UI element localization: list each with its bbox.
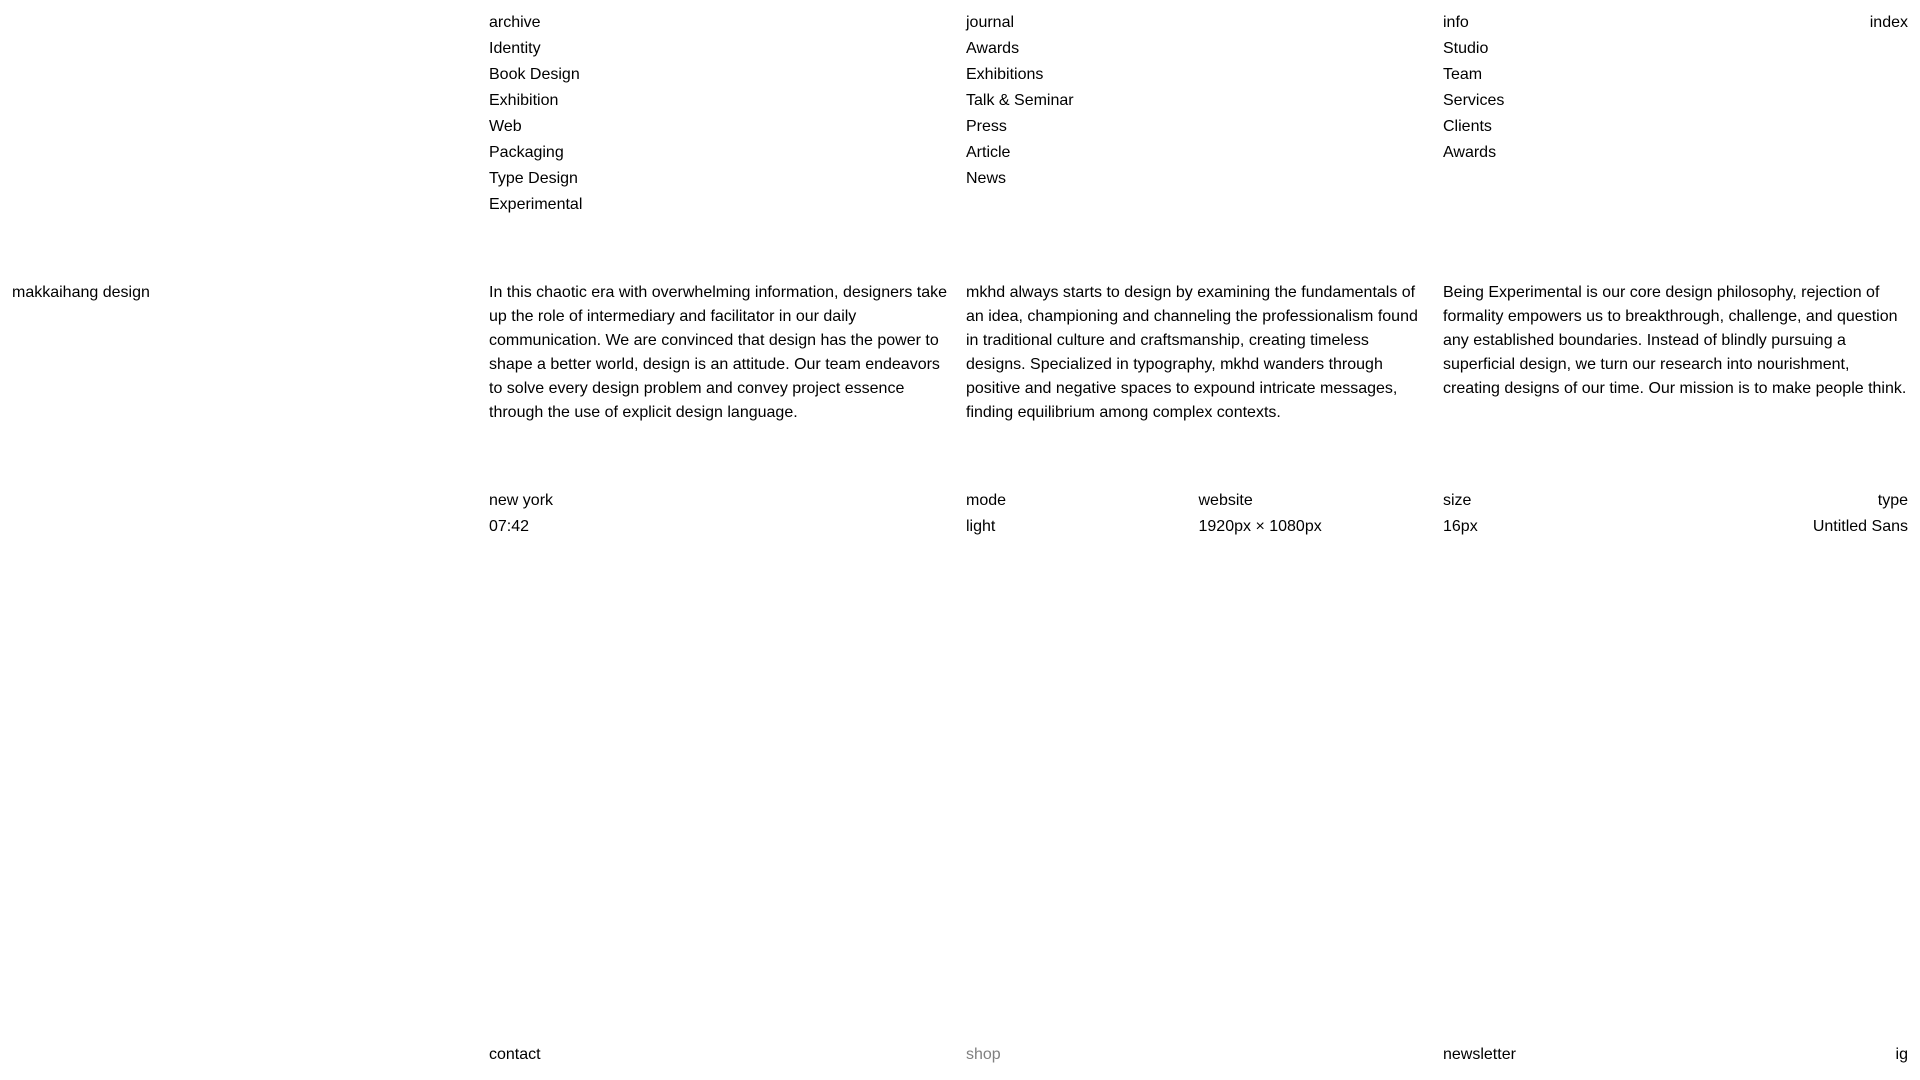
instagram-link[interactable]: ig: [1895, 1046, 1908, 1063]
nav-info-title[interactable]: info: [1443, 14, 1469, 31]
size-value: 16px: [1443, 518, 1478, 535]
nav-journal: [966, 10, 1431, 218]
display-info: [966, 488, 1431, 540]
type-value: Untitled Sans: [1812, 518, 1908, 535]
nav-index[interactable]: index: [1869, 14, 1908, 31]
city-label: new york: [489, 492, 554, 509]
nav-journal-talk-seminar[interactable]: Talk & Seminar: [966, 92, 1074, 109]
shop-link[interactable]: shop: [966, 1046, 1001, 1063]
contact-link[interactable]: contact: [489, 1046, 541, 1063]
newsletter-link[interactable]: newsletter: [1443, 1046, 1516, 1063]
mode-label: mode: [966, 492, 1007, 509]
nav-journal-press[interactable]: Press: [966, 118, 1007, 135]
meta-section: [12, 488, 1908, 540]
about-section: [12, 281, 1908, 425]
nav-archive-title[interactable]: archive: [489, 14, 541, 31]
website-value: 1920px × 1080px: [1198, 518, 1322, 535]
about-paragraph-1: In this chaotic era with overwhelming information, designers take up the role of intermediary and facilitator in our daily communication. We are convinced that design has the power to shape a better world, design is an attitude. Our team endeavors to solve every design problem and convey project essence through the use of explicit design language.: [489, 284, 947, 421]
top-navigation: [12, 10, 1908, 218]
nav-archive-web[interactable]: Web: [489, 118, 522, 135]
nav-journal-awards[interactable]: Awards: [966, 40, 1020, 57]
nav-journal-exhibitions[interactable]: Exhibitions: [966, 66, 1044, 83]
website-label: website: [1198, 492, 1253, 509]
nav-info-services[interactable]: Services: [1443, 92, 1505, 109]
nav-archive-experimental[interactable]: Experimental: [489, 196, 583, 213]
left-spacer: [12, 10, 477, 218]
about-paragraph-2: mkhd always starts to design by examining the fundamentals of an idea, championing and channeling the professionalism found in traditional culture and craftsmanship, creating timeless designs. Specialized in typography, mkhd wanders through positive and negative spaces to expound intricate messages, finding equilibrium among complex contexts.: [966, 284, 1418, 421]
type-info: [1443, 488, 1908, 540]
nav-archive-packaging[interactable]: Packaging: [489, 144, 564, 161]
nav-journal-article[interactable]: Article: [966, 144, 1011, 161]
footer: [12, 1042, 1908, 1068]
nav-archive-exhibition[interactable]: Exhibition: [489, 92, 559, 109]
about-paragraph-3: Being Experimental is our core design philosophy, rejection of formality empowers us to breakthrough, challenge, and question any established boundaries. Instead of blindly pursuing a superficial design, we turn our research into nourishment, creating designs of our time. Our mission is to make people think.: [1443, 284, 1907, 397]
nav-journal-news[interactable]: News: [966, 170, 1007, 187]
nav-info-clients[interactable]: Clients: [1443, 118, 1492, 135]
location-clock: [489, 488, 954, 540]
type-label: type: [1877, 492, 1908, 509]
nav-journal-title[interactable]: journal: [966, 14, 1015, 31]
nav-archive-identity[interactable]: Identity: [489, 40, 541, 57]
nav-archive: [489, 10, 954, 218]
nav-archive-type-design[interactable]: Type Design: [489, 170, 578, 187]
nav-archive-book-design[interactable]: Book Design: [489, 66, 580, 83]
nav-info-awards[interactable]: Awards: [1443, 144, 1497, 161]
nav-info-studio[interactable]: Studio: [1443, 40, 1489, 57]
size-label: size: [1443, 492, 1472, 509]
brand-name[interactable]: makkaihang design: [12, 284, 150, 301]
nav-info-team[interactable]: Team: [1443, 66, 1483, 83]
local-time: 07:42: [489, 518, 530, 535]
mode-value[interactable]: light: [966, 518, 996, 535]
nav-info: [1443, 10, 1908, 218]
